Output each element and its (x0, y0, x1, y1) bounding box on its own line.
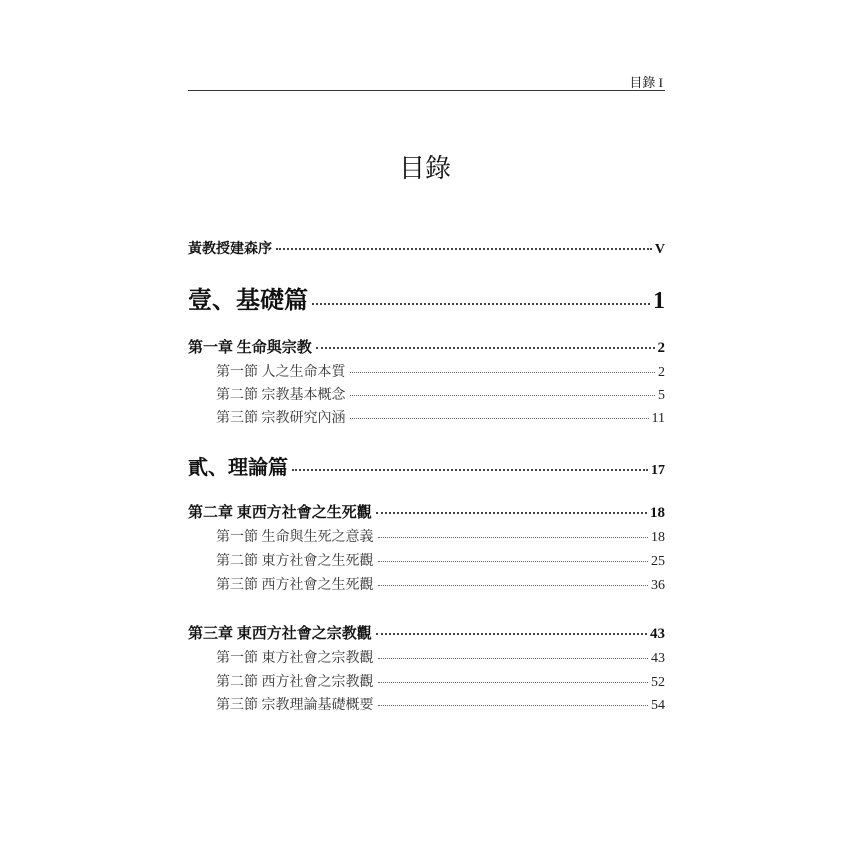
entry-label: 第二章 東西方社會之生死觀 (188, 505, 372, 521)
dot-leader (292, 469, 648, 471)
dot-leader (312, 303, 650, 305)
entry-label: 第三節 西方社會之生死觀 (216, 578, 374, 593)
entry-label: 壹、基礎篇 (188, 288, 308, 314)
dot-leader (376, 633, 647, 635)
toc-entry-chapter[interactable] (188, 336, 665, 357)
entry-label: 第二節 東方社會之生死觀 (216, 554, 374, 569)
page-title: 目錄 (398, 154, 451, 183)
entry-label: 黃教授建森序 (188, 242, 272, 257)
toc-entry-section[interactable] (216, 407, 665, 427)
toc-entry-section[interactable] (216, 671, 665, 691)
toc-entry-preface[interactable] (188, 238, 665, 258)
toc-entry-chapter[interactable] (188, 501, 665, 522)
dot-leader (350, 395, 656, 396)
dot-leader (378, 658, 649, 659)
dot-leader (376, 512, 647, 514)
running-header (188, 72, 665, 91)
toc-entry-section[interactable] (216, 526, 665, 546)
entry-label: 貳、理論篇 (188, 457, 288, 479)
entry-label: 第三章 東西方社會之宗教觀 (188, 626, 372, 642)
entry-page: V (654, 242, 665, 257)
entry-page: 25 (651, 554, 665, 569)
entry-page: 18 (650, 505, 665, 521)
entry-label: 第二節 西方社會之宗教觀 (216, 675, 374, 690)
toc-entry-section[interactable] (216, 384, 665, 404)
dot-leader (378, 537, 649, 538)
dot-leader (378, 705, 649, 706)
running-title: 目錄 I (629, 75, 663, 90)
entry-page: 11 (651, 411, 665, 426)
entry-page: 54 (651, 698, 665, 713)
toc-entry-section[interactable] (216, 361, 665, 381)
entry-page: 2 (658, 365, 665, 380)
dot-leader (378, 561, 649, 562)
dot-leader (276, 248, 652, 250)
toc-entry-part[interactable] (188, 451, 665, 480)
entry-label: 第一節 生命與生死之意義 (216, 530, 374, 545)
entry-page: 2 (657, 340, 665, 356)
toc-entry-part[interactable] (188, 280, 665, 315)
dot-leader (350, 418, 649, 419)
entry-label: 第一節 東方社會之宗教觀 (216, 651, 374, 666)
entry-page: 43 (651, 651, 665, 666)
entry-page: 18 (651, 530, 665, 545)
dot-leader (350, 372, 656, 373)
entry-page: 1 (653, 288, 665, 314)
dot-leader (378, 682, 649, 683)
entry-label: 第二節 宗教基本概念 (216, 388, 346, 403)
entry-page: 5 (658, 388, 665, 403)
entry-page: 43 (650, 626, 665, 642)
dot-leader (378, 585, 649, 586)
toc-entry-section[interactable] (216, 647, 665, 667)
entry-label: 第一節 人之生命本質 (216, 365, 346, 380)
toc-entry-chapter[interactable] (188, 622, 665, 643)
toc-entry-section[interactable] (216, 574, 665, 594)
entry-page: 52 (651, 675, 665, 690)
entry-label: 第一章 生命與宗教 (188, 340, 312, 356)
entry-label: 第三節 宗教研究內涵 (216, 411, 346, 426)
entry-label: 第三節 宗教理論基礎概要 (216, 698, 374, 713)
toc-entry-section[interactable] (216, 694, 665, 714)
toc-entry-section[interactable] (216, 550, 665, 570)
dot-leader (316, 347, 655, 349)
entry-page: 36 (651, 578, 665, 593)
entry-page: 17 (651, 463, 665, 478)
